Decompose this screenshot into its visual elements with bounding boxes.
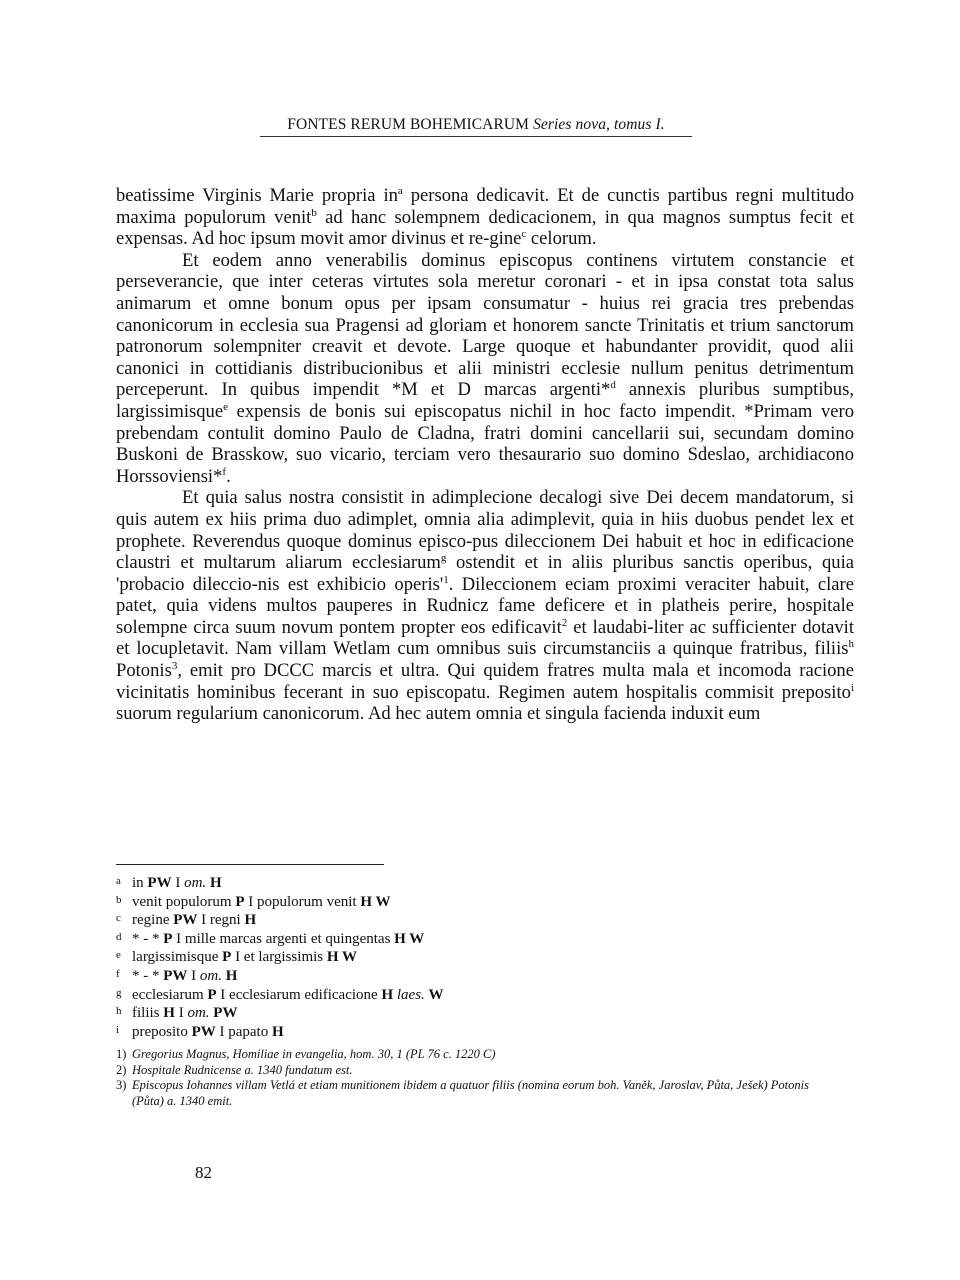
siglum: H (225, 967, 238, 984)
siglum: PW (173, 912, 198, 929)
siglum: PW (147, 875, 172, 891)
variant-text: largissimisque (132, 949, 223, 966)
note-marker: c (521, 228, 527, 240)
text-run: , emit pro DCCC marcis et ultra. Qui quidem fratres multa mala et incomoda racione vicinitatis hominibus fecerant in suo episcopatu. Regimen autem hospitalis commisit preposito (116, 660, 854, 703)
siglum: H (381, 986, 394, 1003)
note-marker: 1 (443, 573, 449, 586)
variant-text: preposito (132, 1023, 192, 1040)
paragraph (116, 487, 854, 725)
note-marker: g (440, 551, 447, 564)
apparatus-note (116, 874, 854, 893)
variant-text: regine (132, 912, 174, 929)
series-title: FONTES RERUM BOHEMICARUM (287, 116, 530, 133)
series-subtitle: Series nova, tomus I. (533, 116, 665, 133)
siglum: H (163, 1005, 175, 1022)
siglum: PW (213, 1005, 238, 1022)
variant-text: I ecclesiarum edificacione (216, 986, 382, 1003)
paragraph (116, 250, 854, 488)
text-run: . Dileccionem eciam proximi veraciter habuit, clare patet, quia videns multos pauperes in Rudnicz fame deficere et in platheis perire, hospitale solempne circa suum novum pontem propter eos edificavit (116, 573, 855, 638)
apparatus-mark: c (116, 912, 121, 925)
footnote (116, 1078, 836, 1109)
variant-text: I mille marcas argenti et quingentas (172, 930, 395, 947)
text-run: et laudabi-liter ac sufficienter dotavit et locupletavit. Nam villam Wetlam cum omnibus suis circumstanciis a quinque fratribus, filiis (116, 616, 854, 660)
apparatus-note (116, 1023, 854, 1042)
apparatus-mark: b (116, 893, 122, 906)
text-run: annexis pluribus sumptibus, largissimisque (116, 379, 854, 422)
variant-text: filiis (132, 1005, 164, 1022)
siglum: H (244, 912, 257, 929)
siglum: P (222, 949, 232, 966)
variant-text: I et largissimis (231, 949, 327, 966)
note-marker: e (223, 400, 228, 413)
apparatus-note (116, 911, 854, 930)
footnote (116, 1063, 836, 1079)
footnote-divider (116, 864, 384, 865)
apparatus-note (116, 948, 854, 967)
source-footnotes (116, 1047, 836, 1109)
apparatus-text (132, 930, 854, 949)
note-marker: f (222, 465, 227, 478)
text-run: . (226, 465, 231, 487)
main-text (116, 185, 854, 725)
variant-text: * - * (132, 930, 164, 947)
note-marker: h (848, 638, 854, 651)
apparatus-note (116, 986, 854, 1005)
text-run: Potonis (116, 660, 172, 682)
apparatus-text (132, 967, 854, 986)
variant-text: venit populorum (132, 893, 236, 910)
editorial-note: om. (184, 875, 207, 891)
text-run: Et eodem anno venerabilis dominus episcopus continens virtutem constancie et perseverancie, que inter ceteras virtutes sola meretur coronari - et in ipsa constat tota salus animarum et omne bonum opus per ipsam consumatur - huius rei gracia tres prebendas canonicorum in ecclesia sua Pragensi ad gloriam et honorem sancte Trinitatis et trium sanctorum patronorum solempniter creavit et devote. Large quoque et habundanter providit, quod alii canonici in cottidianis distribucionibus et alii ministri ecclesie nullum penitus detrimentum perceperunt. In quibus impendit *M et D marcas argenti* (116, 249, 854, 401)
apparatus-text (132, 893, 854, 912)
editorial-note: om. (199, 967, 223, 984)
variant-text: I papato (215, 1023, 272, 1040)
text-run: ad hanc solempnem dedicacionem, in qua magnos sumptus fecit et expensas. Ad hoc ipsum movit amor divinus et re-gine (116, 206, 854, 250)
variant-text: I (171, 875, 185, 891)
siglum: H (271, 1023, 284, 1040)
note-marker: i (850, 681, 854, 694)
footnote-text: Gregorius Magnus, Homiliae in evangelia, hom. 30, 1 (PL 76 c. 1220 C) (132, 1047, 496, 1061)
apparatus-note (116, 893, 854, 912)
footnote-number: 1) (116, 1047, 127, 1061)
variant-text: I regni (197, 912, 245, 929)
page-number: 82 (195, 1163, 212, 1182)
footnote (116, 1047, 836, 1063)
siglum: H W (360, 893, 391, 910)
apparatus-text (132, 911, 854, 930)
siglum: H W (394, 930, 425, 947)
apparatus-mark: g (116, 986, 122, 999)
apparatus-note (116, 967, 854, 986)
siglum: W (428, 986, 444, 1003)
apparatus-text (132, 986, 854, 1005)
apparatus-note (116, 930, 854, 949)
apparatus-text (132, 1023, 854, 1042)
text-run: Et quia salus nostra consistit in adimplecione decalogi sive Dei decem mandatorum, si quis autem ex hiis prima duo adimplet, omnia alia adimplevit, quia in hiis duobus pendet lex et prophete. Reverendus quoque dominus episco-pus dileccionem Dei habuit et hoc in edificacione claustri et multarum aliarum ecclesiarum (116, 487, 854, 574)
siglum: PW (191, 1023, 216, 1040)
note-marker: 2 (561, 616, 568, 629)
footnote-number: 3) (116, 1078, 127, 1093)
text-run: persona dedicavit. Et de cunctis partibus regni multitudo maxima populorum venit (116, 185, 854, 228)
running-header (260, 116, 692, 137)
variant-text: I (187, 967, 200, 984)
apparatus-mark: e (116, 949, 121, 962)
note-marker: 3 (171, 659, 178, 672)
apparatus-mark: d (116, 930, 122, 943)
siglum: P (235, 893, 245, 910)
apparatus-mark: i (116, 1023, 120, 1036)
variant-text: I (174, 1005, 188, 1022)
siglum: P (207, 986, 217, 1003)
editorial-note: laes. (396, 986, 425, 1003)
footnote-text: Hospitale Rudnicense a. 1340 fundatum est. (132, 1062, 353, 1077)
text-run: ostendit et in aliis pluribus sanctis operibus, quia 'probacio dileccio-nis est exhibicio operis' (116, 552, 854, 595)
apparatus-text (132, 874, 854, 893)
footnote-number: 2) (116, 1062, 127, 1077)
variant-text: in (132, 875, 148, 891)
siglum: P (163, 930, 173, 947)
note-marker: b (311, 206, 317, 219)
variant-text: * - * (132, 967, 164, 984)
text-run: celorum. (526, 228, 597, 250)
siglum: H W (326, 949, 358, 966)
apparatus-mark: h (116, 1005, 122, 1018)
siglum: PW (163, 967, 188, 984)
text-run: beatissime Virginis Marie propria in (116, 185, 398, 206)
variant-text: I populorum venit (244, 893, 361, 910)
apparatus-text (132, 1004, 854, 1023)
paragraph (116, 185, 854, 250)
editorial-note: om. (187, 1005, 210, 1022)
note-marker: d (610, 379, 616, 392)
variant-text: ecclesiarum (132, 986, 208, 1003)
apparatus-text (132, 948, 854, 967)
critical-apparatus (116, 874, 854, 1041)
apparatus-mark: f (116, 967, 120, 980)
apparatus-note (116, 1004, 854, 1023)
footnote-text: Episcopus Iohannes villam Vetlá et etiam munitionem ibidem a quatuor filiis (nomina eorum boh. Vaněk, Jaroslav, Půta, Ješek) Potonis (Půta) a. 1340 emit. (132, 1078, 809, 1108)
siglum: H (209, 875, 222, 891)
text-run: expensis de bonis sui episcopatus nichil in hoc facto impendit. *Primam vero prebendam contulit domino Paulo de Cladna, fratri domini cancellarii sui, secundam domino Buskoni de Brasskow, suo vicario, terciam vero thesaurario suo domino Sdeslao, archidiacono Horssoviensi* (116, 400, 854, 487)
apparatus-mark: a (116, 875, 121, 887)
note-marker: a (397, 184, 403, 197)
text-run: suorum regularium canonicorum. Ad hec autem omnia et singula facienda induxit eum (116, 703, 761, 725)
